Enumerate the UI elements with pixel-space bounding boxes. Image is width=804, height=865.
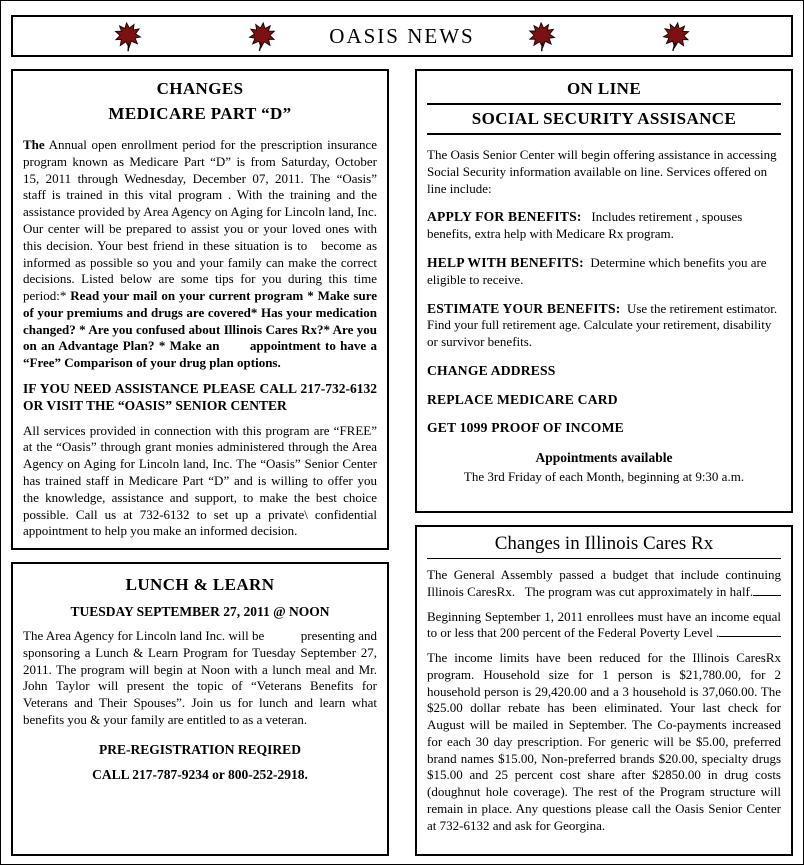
- leaf-ornament-icon: [245, 19, 280, 53]
- social-intro-paragraph: The Oasis Senior Center will begin offering assistance in accessing Social Security information available on line. Services offered on line include:: [427, 147, 777, 196]
- leaf-ornament-icon: [525, 19, 559, 52]
- social-heading-assistance: SOCIAL SECURITY ASSISANCE: [427, 108, 781, 135]
- appointments-schedule: The 3rd Friday of each Month, beginning at 9:30 a.m.: [463, 468, 745, 484]
- appointments-heading: Appointments available: [535, 450, 673, 466]
- newsletter-title: OASIS NEWS: [329, 23, 475, 48]
- illinois-cares-heading: Changes in Illinois Cares Rx: [427, 533, 781, 559]
- social-service-replace-card: [427, 391, 781, 409]
- lunch-learn-article: [11, 562, 389, 856]
- masthead: [11, 15, 793, 57]
- medicare-heading-changes: CHANGES: [156, 79, 244, 98]
- medicare-paragraph-1-tips: Read your mail on your current program * Make sure of your premiums and drugs are covered* Has your medication changed? * Are you confused about Illinois Cares Rx?* Are you on an Advantage Plan? * Make an appointment to have a “Free” Comparison of your drug plan options.: [23, 288, 377, 371]
- illinois-paragraph-2: Beginning September 1, 2011 enrollees must have an income equal to or less that 200 percent of the Federal Poverty Level .: [427, 608, 781, 641]
- medicare-heading-part-d: MEDICARE PART “D”: [108, 104, 292, 124]
- social-service-1099: [427, 419, 781, 437]
- social-service-help-lead: HELP WITH BENEFITS:: [427, 255, 584, 271]
- social-service-estimate-lead: ESTIMATE YOUR BENEFITS:: [427, 300, 621, 316]
- social-service-estimate: [427, 300, 781, 351]
- content-columns: [11, 69, 793, 856]
- left-column: [11, 69, 389, 856]
- social-heading-on-line: ON LINE: [427, 78, 781, 105]
- medicare-paragraph-1: [23, 137, 377, 372]
- lunch-learn-date-subheading: TUESDAY SEPTEMBER 27, 2011 @ NOON: [70, 604, 330, 620]
- social-service-help-text: Determine which benefits you are eligible to receive.: [427, 255, 767, 287]
- lunch-learn-heading: LUNCH & LEARN: [125, 575, 275, 595]
- social-service-change-address-lead: CHANGE ADDRESS: [427, 362, 556, 378]
- social-service-1099-lead: GET 1099 PROOF OF INCOME: [427, 420, 624, 436]
- lunch-learn-paragraph: The Area Agency for Lincoln land Inc. will be presenting and sponsoring a Lunch & Learn Program for Tuesday September 27, 2011. The program will begin at Noon with a lunch meal and Mr. John Taylor will present the topic of “Veterans Benefits for Veterans and Their Spouses”. Join us for lunch and learn what benefits you & your family are entitled to as a veteran.: [23, 628, 377, 727]
- social-service-help: [427, 254, 781, 289]
- social-service-apply: [427, 208, 781, 243]
- social-service-change-address: [427, 362, 781, 380]
- medicare-paragraph-2: All services provided in connection with this program are “FREE” at the “Oasis” through grant monies administered through the Area Agency on Aging for Lincoln land, Inc. The “Oasis” Senior Center has trained staff in Medicare Part “D” and is willing to offer you the knowledge, assistance and support, to make the best choice possible. Call us at 732-6132 to set up a private\ confidential appointment to help you make an informed decision.: [23, 422, 377, 539]
- social-service-apply-lead: APPLY FOR BENEFITS:: [427, 209, 582, 225]
- lunch-preregistration-notice: PRE-REGISTRATION REQIRED: [99, 741, 301, 757]
- medicare-paragraph-1-body: Annual open enrollment period for the prescription insurance program known as Medicare Part “D” is from Saturday, October 15, 2011 through Wednesday, December 07, 2011. The “Oasis” staff is trained in this vital program . With the training and the assistance provided by Area Agency on Aging for Lincoln land, Inc. Our center will be prepared to assist you or your loved ones with this decision. Your best friend in these situation is to become as informed as possible so you and your family can make the correct decisions. Listed below are some tips for you during this time period:*: [23, 137, 377, 304]
- right-column: [415, 69, 793, 856]
- illinois-paragraph-1: The General Assembly passed a budget that include continuing Illinois CaresRx. The program was cut approximately in half.: [427, 567, 781, 599]
- leaf-ornament-icon: [658, 19, 694, 54]
- social-service-estimate-text: Use the retirement estimator. Find your full retirement age. Calculate your retirement, disability or survivor benefits.: [427, 300, 778, 350]
- lunch-call-numbers: CALL 217-787-9234 or 800-252-2918.: [92, 767, 308, 783]
- leaf-ornament-icon: [111, 19, 146, 53]
- social-security-article: [415, 69, 793, 513]
- social-service-replace-card-lead: REPLACE MEDICARE CARD: [427, 391, 618, 407]
- medicare-article: [11, 69, 389, 550]
- social-service-apply-text: Includes retirement , spouses benefits, extra help with Medicare Rx program.: [427, 209, 743, 242]
- illinois-paragraph-3: The income limits have been reduced for the Illinois CaresRx program. Household size for 1 person is $21,780.00, for 2 household person is 29,420.00 and a 3 household is 37,060.00. The $25.00 dollar rebate has been eliminated. Your last check for August will be mailed in September. The Co-payments increased for each 30 day prescription. For generic will be $5.00, preferred brand names $15.00, Non-preferred brands $20.00, specialty drugs $15.00 and 25 percent cost share after $2850.00 in drug costs (doughnut hole coverage). The rest of the Program structure will remain in place. Any questions please call the Oasis Senior Center at 732-6132 and ask for Georgina.: [427, 650, 781, 833]
- medicare-paragraph-1-lead: The: [23, 137, 45, 153]
- illinois-cares-article: [415, 525, 793, 856]
- medicare-assistance-callout: IF YOU NEED ASSISTANCE PLEASE CALL 217-732-6132 OR VISIT THE “OASIS” SENIOR CENTER: [23, 380, 377, 414]
